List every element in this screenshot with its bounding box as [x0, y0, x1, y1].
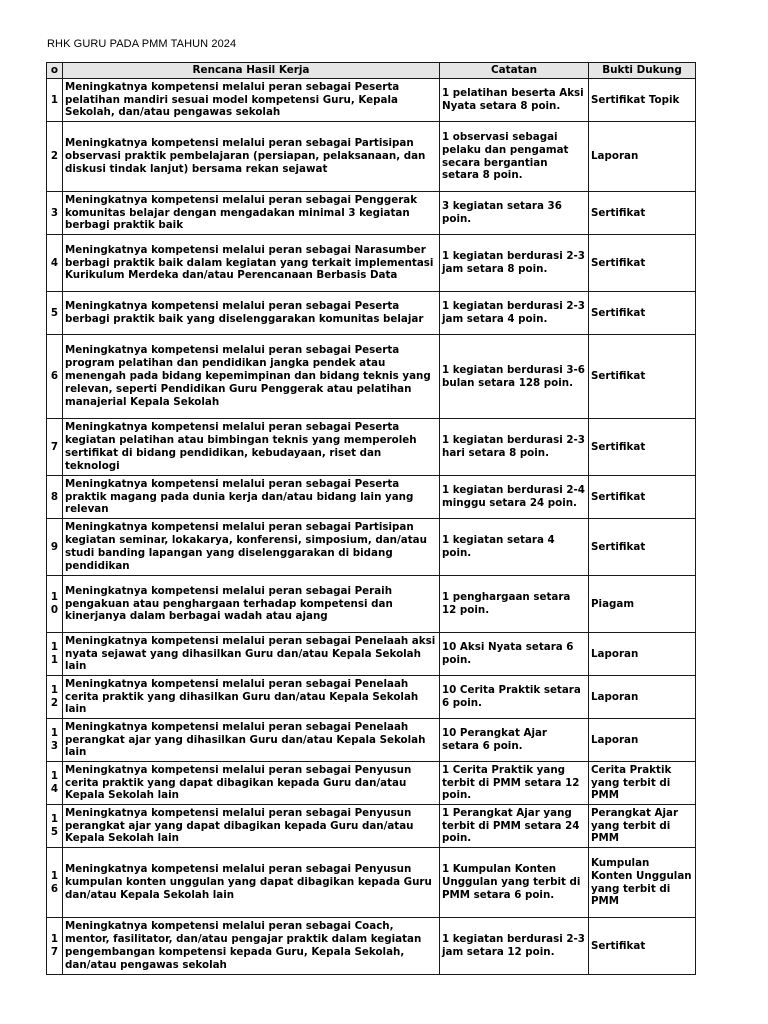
row-number: 7 [47, 419, 63, 476]
catatan-cell: 1 penghargaan setara 12 poin. [440, 576, 589, 633]
table-row [47, 848, 696, 918]
table-row [47, 192, 696, 235]
bukti-dukung-cell: Cerita Praktik yang terbit di PMM [589, 762, 696, 805]
bukti-dukung-cell: Kumpulan Konten Unggulan yang terbit di PMM [589, 848, 696, 918]
row-number: 11 [47, 633, 63, 676]
table-row [47, 762, 696, 805]
page-title: RHK GURU PADA PMM TAHUN 2024 [47, 38, 237, 50]
rencana-hasil-kerja-cell: Meningkatnya kompetensi melalui peran sebagai Penelaah perangkat ajar yang dihasilkan Guru dan/atau Kepala Sekolah lain [63, 719, 440, 762]
catatan-cell: 1 pelatihan beserta Aksi Nyata setara 8 poin. [440, 79, 589, 122]
bukti-dukung-cell: Sertifikat [589, 476, 696, 519]
bukti-dukung-cell: Perangkat Ajar yang terbit di PMM [589, 805, 696, 848]
header-catatan: Catatan [440, 63, 589, 79]
bukti-dukung-cell: Laporan [589, 122, 696, 192]
table-row [47, 292, 696, 335]
rencana-hasil-kerja-cell: Meningkatnya kompetensi melalui peran sebagai Narasumber berbagi praktik baik dalam kegiatan yang terkait implementasi Kurikulum Merdeka dan/atau Perencanaan Berbasis Data [63, 235, 440, 292]
catatan-cell: 10 Perangkat Ajar setara 6 poin. [440, 719, 589, 762]
catatan-cell: 1 kegiatan berdurasi 2-3 hari setara 8 poin. [440, 419, 589, 476]
header-rencana-hasil-kerja: Rencana Hasil Kerja [63, 63, 440, 79]
row-number: 10 [47, 576, 63, 633]
bukti-dukung-cell: Sertifikat [589, 335, 696, 419]
catatan-cell: 1 Perangkat Ajar yang terbit di PMM setara 24 poin. [440, 805, 589, 848]
bukti-dukung-cell: Sertifikat [589, 918, 696, 975]
row-number: 5 [47, 292, 63, 335]
bukti-dukung-cell: Laporan [589, 633, 696, 676]
header-bukti-dukung: Bukti Dukung [589, 63, 696, 79]
table-row [47, 805, 696, 848]
bukti-dukung-cell: Sertifikat [589, 419, 696, 476]
rencana-hasil-kerja-cell: Meningkatnya kompetensi melalui peran sebagai Penggerak komunitas belajar dengan mengadakan minimal 3 kegiatan berbagi praktik baik [63, 192, 440, 235]
row-number: 13 [47, 719, 63, 762]
row-number: 3 [47, 192, 63, 235]
table-row [47, 335, 696, 419]
table-row [47, 419, 696, 476]
table-row [47, 633, 696, 676]
row-number: 15 [47, 805, 63, 848]
table-row [47, 719, 696, 762]
catatan-cell: 10 Aksi Nyata setara 6 poin. [440, 633, 589, 676]
bukti-dukung-cell: Laporan [589, 676, 696, 719]
rencana-hasil-kerja-cell: Meningkatnya kompetensi melalui peran sebagai Peserta program pelatihan dan pendidikan jangka pendek atau menengah pada bidang kepemimpinan dan bidang teknis yang relevan, seperti Pendidikan Guru Penggerak atau pelatihan manajerial Kepala Sekolah [63, 335, 440, 419]
catatan-cell: 1 kegiatan berdurasi 2-3 jam setara 8 poin. [440, 235, 589, 292]
rencana-hasil-kerja-cell: Meningkatnya kompetensi melalui peran sebagai Partisipan observasi praktik pembelajaran (persiapan, pelaksanaan, dan diskusi tindak lanjut) bersama rekan sejawat [63, 122, 440, 192]
catatan-cell: 1 kegiatan berdurasi 2-3 jam setara 4 poin. [440, 292, 589, 335]
catatan-cell: 1 kegiatan setara 4 poin. [440, 519, 589, 576]
table-row [47, 122, 696, 192]
header-no: o [47, 63, 63, 79]
row-number: 4 [47, 235, 63, 292]
table-row [47, 79, 696, 122]
table-row [47, 519, 696, 576]
row-number: 8 [47, 476, 63, 519]
catatan-cell: 1 kegiatan berdurasi 2-3 jam setara 12 poin. [440, 918, 589, 975]
row-number: 2 [47, 122, 63, 192]
rencana-hasil-kerja-cell: Meningkatnya kompetensi melalui peran sebagai Peraih pengakuan atau penghargaan terhadap kompetensi dan kinerjanya dalam berbagai wadah atau ajang [63, 576, 440, 633]
rencana-hasil-kerja-cell: Meningkatnya kompetensi melalui peran sebagai Peserta pelatihan mandiri sesuai model kompetensi Guru, Kepala Sekolah, dan/atau pengawas sekolah [63, 79, 440, 122]
catatan-cell: 10 Cerita Praktik setara 6 poin. [440, 676, 589, 719]
table-body [47, 79, 696, 975]
row-number: 9 [47, 519, 63, 576]
rencana-hasil-kerja-cell: Meningkatnya kompetensi melalui peran sebagai Penyusun kumpulan konten unggulan yang dapat dibagikan kepada Guru dan/atau Kepala Sekolah lain [63, 848, 440, 918]
rencana-hasil-kerja-cell: Meningkatnya kompetensi melalui peran sebagai Peserta kegiatan pelatihan atau bimbingan teknis yang memperoleh sertifikat di bidang pendidikan, kebudayaan, riset dan teknologi [63, 419, 440, 476]
row-number: 14 [47, 762, 63, 805]
rhk-table [46, 62, 696, 975]
row-number: 16 [47, 848, 63, 918]
row-number: 1 [47, 79, 63, 122]
catatan-cell: 1 kegiatan berdurasi 2-4 minggu setara 24 poin. [440, 476, 589, 519]
catatan-cell: 1 Kumpulan Konten Unggulan yang terbit di PMM setara 6 poin. [440, 848, 589, 918]
table-row [47, 918, 696, 975]
catatan-cell: 1 kegiatan berdurasi 3-6 bulan setara 128 poin. [440, 335, 589, 419]
rencana-hasil-kerja-cell: Meningkatnya kompetensi melalui peran sebagai Partisipan kegiatan seminar, lokakarya, konferensi, simposium, dan/atau studi banding lapangan yang diselenggarakan di bidang pendidikan [63, 519, 440, 576]
bukti-dukung-cell: Piagam [589, 576, 696, 633]
bukti-dukung-cell: Sertifikat [589, 235, 696, 292]
bukti-dukung-cell: Sertifikat [589, 519, 696, 576]
bukti-dukung-cell: Sertifikat [589, 292, 696, 335]
table-row [47, 476, 696, 519]
row-number: 12 [47, 676, 63, 719]
catatan-cell: 1 observasi sebagai pelaku dan pengamat secara bergantian setara 8 poin. [440, 122, 589, 192]
rencana-hasil-kerja-cell: Meningkatnya kompetensi melalui peran sebagai Penelaah aksi nyata sejawat yang dihasilkan Guru dan/atau Kepala Sekolah lain [63, 633, 440, 676]
table-row [47, 576, 696, 633]
rencana-hasil-kerja-cell: Meningkatnya kompetensi melalui peran sebagai Peserta praktik magang pada dunia kerja dan/atau bidang lain yang relevan [63, 476, 440, 519]
rencana-hasil-kerja-cell: Meningkatnya kompetensi melalui peran sebagai Penelaah cerita praktik yang dihasilkan Guru dan/atau Kepala Sekolah lain [63, 676, 440, 719]
bukti-dukung-cell: Sertifikat [589, 192, 696, 235]
rencana-hasil-kerja-cell: Meningkatnya kompetensi melalui peran sebagai Penyusun cerita praktik yang dapat dibagikan kepada Guru dan/atau Kepala Sekolah lain [63, 762, 440, 805]
row-number: 17 [47, 918, 63, 975]
catatan-cell: 1 Cerita Praktik yang terbit di PMM setara 12 poin. [440, 762, 589, 805]
table-header-row [47, 63, 696, 79]
rencana-hasil-kerja-cell: Meningkatnya kompetensi melalui peran sebagai Penyusun perangkat ajar yang dapat dibagikan kepada Guru dan/atau Kepala Sekolah lain [63, 805, 440, 848]
bukti-dukung-cell: Laporan [589, 719, 696, 762]
rencana-hasil-kerja-cell: Meningkatnya kompetensi melalui peran sebagai Coach, mentor, fasilitator, dan/atau pengajar praktik dalam kegiatan pengembangan kompetensi kepada Guru, Kepala Sekolah, dan/atau pengawas sekolah [63, 918, 440, 975]
table-row [47, 235, 696, 292]
bukti-dukung-cell: Sertifikat Topik [589, 79, 696, 122]
table-row [47, 676, 696, 719]
rencana-hasil-kerja-cell: Meningkatnya kompetensi melalui peran sebagai Peserta berbagi praktik baik yang diselenggarakan komunitas belajar [63, 292, 440, 335]
row-number: 6 [47, 335, 63, 419]
catatan-cell: 3 kegiatan setara 36 poin. [440, 192, 589, 235]
